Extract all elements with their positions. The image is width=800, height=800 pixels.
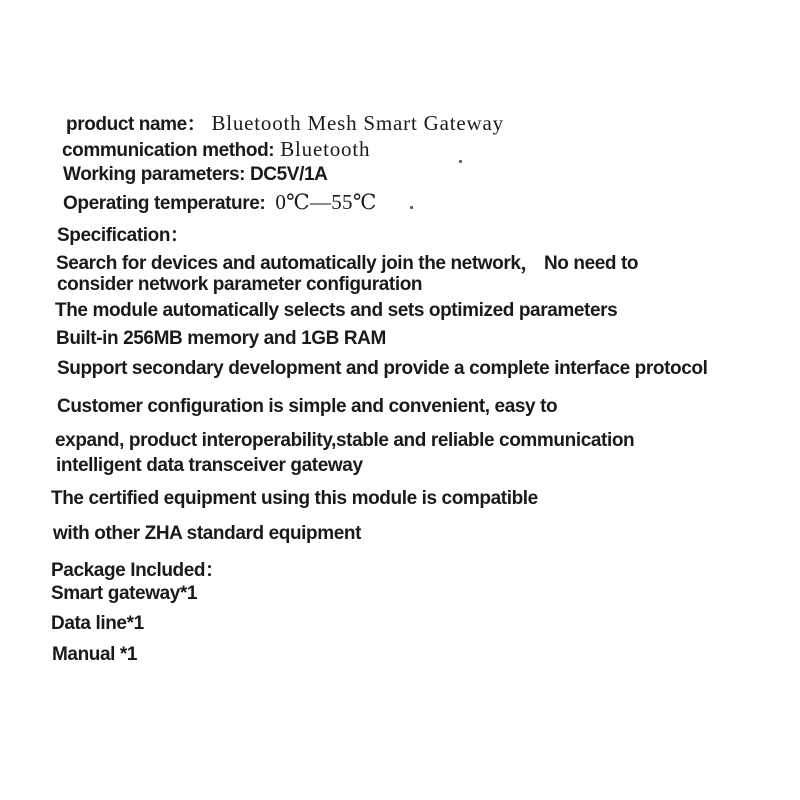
- package-item-smart-gateway: Smart gateway*1: [51, 583, 198, 604]
- product-name-line: [66, 109, 504, 136]
- spec-item-consider-network: consider network parameter configuration: [57, 274, 423, 295]
- operating-temperature-value: 0℃—55℃: [275, 190, 377, 214]
- communication-method-value: Bluetooth: [280, 137, 371, 161]
- spec-item-certified-equipment: The certified equipment using this module is compatible: [51, 488, 538, 509]
- spec-item-zha-standard: with other ZHA standard equipment: [53, 523, 362, 544]
- package-item-data-line: Data line*1: [51, 613, 144, 634]
- package-item-manual: Manual *1: [52, 644, 138, 665]
- product-name-label: product name：: [66, 114, 206, 135]
- spec-item-customer-configuration: Customer configuration is simple and convenient, easy to: [57, 396, 558, 417]
- package-included-heading: Package Included：: [51, 560, 224, 581]
- product-name-value: Bluetooth Mesh Smart Gateway: [211, 111, 504, 135]
- spec-item-expand-interoperability: expand, product interoperability,stable and reliable communication: [55, 430, 635, 451]
- spec-item-memory-ram: Built-in 256MB memory and 1GB RAM: [56, 328, 386, 349]
- dust-speck-artifact: [410, 206, 413, 209]
- working-parameters-line: Working parameters: DC5V/1A: [63, 164, 328, 185]
- spec-item-intelligent-gateway: intelligent data transceiver gateway: [56, 455, 363, 476]
- specification-heading: Specification：: [57, 225, 189, 246]
- operating-temperature-label: Operating temperature:: [63, 193, 266, 214]
- communication-method-line: [62, 137, 370, 162]
- dust-speck-artifact: [459, 160, 462, 163]
- communication-method-label: communication method:: [62, 140, 275, 161]
- spec-item-secondary-development: Support secondary development and provide a complete interface protocol: [57, 358, 708, 379]
- operating-temperature-line: [63, 190, 377, 215]
- spec-item-search-devices: Search for devices and automatically join the network， No need to: [56, 253, 639, 274]
- spec-item-module-auto-select: The module automatically selects and sets optimized parameters: [55, 300, 618, 321]
